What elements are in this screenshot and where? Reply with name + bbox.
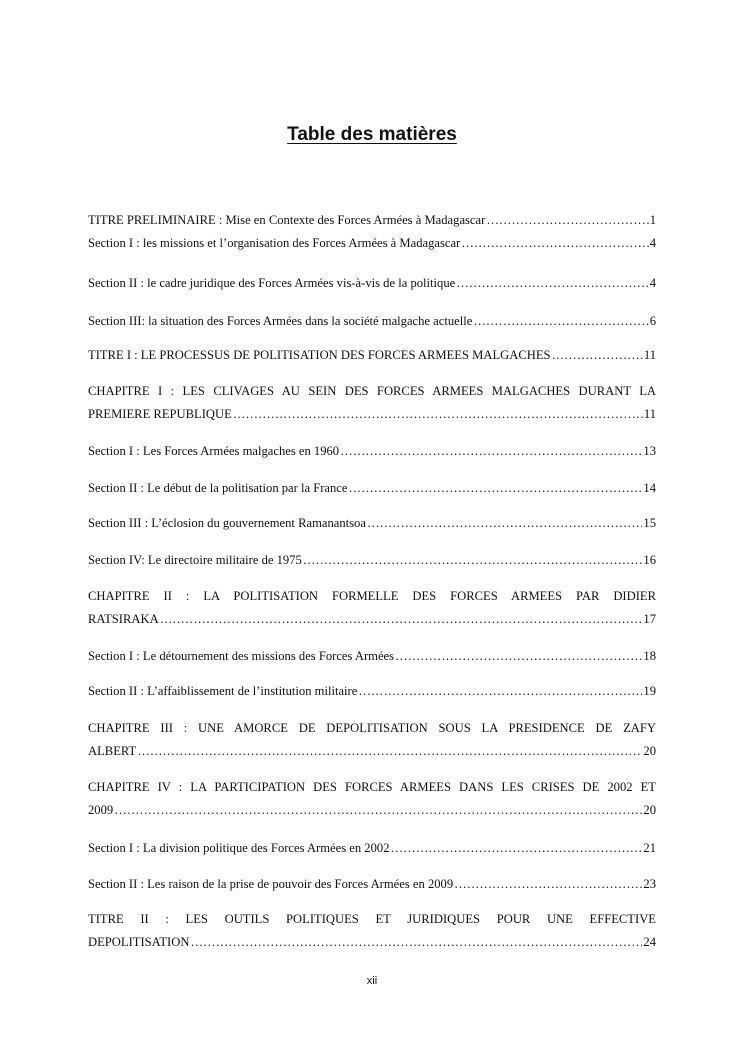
toc-entry-page: 4 — [649, 276, 656, 290]
dot-leader — [461, 232, 648, 255]
toc-entry-title: Section III: la situation des Forces Armées dans la société malgache actuelle — [88, 314, 473, 328]
toc-entry-page: 18 — [643, 649, 656, 663]
toc-entry[interactable] — [88, 717, 656, 763]
toc-entry-title: Section III : L’éclosion du gouvernement Ramanantsoa — [88, 516, 366, 530]
toc-entry-title: Section I : La division politique des Forces Armées en 2002 — [88, 841, 390, 855]
toc-entry-title-line1: CHAPITRE IV : LA PARTICIPATION DES FORCES ARMEES DANS LES CRISES DE 2002 ET — [88, 780, 656, 794]
toc-entry-page: 11 — [643, 348, 656, 362]
toc-entry-page: 4 — [649, 236, 656, 250]
toc-entry[interactable] — [88, 477, 656, 500]
toc-entry-page: 13 — [643, 444, 656, 458]
dot-leader — [473, 310, 648, 333]
toc-entry[interactable] — [88, 344, 656, 367]
toc-entry[interactable] — [88, 310, 656, 333]
toc-entry[interactable] — [88, 645, 656, 668]
dot-leader — [454, 873, 642, 896]
toc-entry-title: DEPOLITISATION — [88, 935, 190, 949]
toc-entry-page: 11 — [643, 407, 656, 421]
toc-entry-page: 20 — [643, 744, 656, 758]
toc-entry-page: 24 — [643, 935, 656, 949]
toc-entry-title-line1: CHAPITRE I : LES CLIVAGES AU SEIN DES FORCES ARMEES MALGACHES DURANT LA — [88, 384, 656, 398]
dot-leader — [358, 680, 642, 703]
dot-leader — [552, 344, 643, 367]
toc-entry-title: RATSIRAKA — [88, 612, 159, 626]
toc-entry-title: 2009 — [88, 803, 114, 817]
toc-entry[interactable] — [88, 776, 656, 822]
toc-entry-title: Section I : Les Forces Armées malgaches en 1960 — [88, 444, 340, 458]
toc-entry-title: Section IV: Le directoire militaire de 1975 — [88, 553, 302, 567]
toc-entry-title: Section I : les missions et l’organisation des Forces Armées à Madagascar — [88, 236, 461, 250]
toc-entry-page: 6 — [649, 314, 656, 328]
dot-leader — [190, 931, 642, 954]
toc-entry[interactable] — [88, 440, 656, 463]
toc-entry-title: Section II : Le début de la politisation par la France — [88, 481, 348, 495]
toc-entry[interactable] — [88, 380, 656, 426]
dot-leader — [367, 512, 642, 535]
toc-entry[interactable] — [88, 908, 656, 954]
toc-entry[interactable] — [88, 209, 656, 232]
toc-entry-page: 23 — [643, 877, 656, 891]
toc-entry-title-line1: TITRE II : LES OUTILS POLITIQUES ET JURIDIQUES POUR UNE EFFECTIVE — [88, 912, 656, 926]
dot-leader — [349, 477, 643, 500]
toc-entry-page: 1 — [649, 213, 656, 227]
dot-leader — [233, 403, 643, 426]
toc-entry-title: Section I : Le détournement des missions des Forces Armées — [88, 649, 395, 663]
toc-entry-title: PREMIERE REPUBLIQUE — [88, 407, 232, 421]
toc-entry[interactable] — [88, 512, 656, 535]
dot-leader — [114, 799, 642, 822]
dot-leader — [391, 837, 643, 860]
toc-entry-title: Section II : le cadre juridique des Forces Armées vis-à-vis de la politique — [88, 276, 456, 290]
toc-entry[interactable] — [88, 837, 656, 860]
toc-entry-title: Section II : Les raison de la prise de pouvoir des Forces Armées en 2009 — [88, 877, 454, 891]
toc-entry-page: 20 — [643, 803, 656, 817]
dot-leader — [486, 209, 648, 232]
dot-leader — [137, 740, 642, 763]
dot-leader — [340, 440, 642, 463]
dot-leader — [456, 272, 648, 295]
dot-leader — [395, 645, 642, 668]
toc-entry-page: 21 — [643, 841, 656, 855]
toc-entry-title-line1: CHAPITRE II : LA POLITISATION FORMELLE DES FORCES ARMEES PAR DIDIER — [88, 589, 656, 603]
toc-entry-page: 17 — [643, 612, 656, 626]
toc-entry[interactable] — [88, 232, 656, 255]
page-number: xii — [366, 975, 378, 987]
page-title: Table des matières — [287, 124, 457, 145]
toc-entry-title: ALBERT — [88, 744, 137, 758]
toc-entry-page: 19 — [643, 684, 656, 698]
dot-leader — [160, 608, 643, 631]
toc-entry-page: 14 — [643, 481, 656, 495]
dot-leader — [303, 549, 643, 572]
toc-entry[interactable] — [88, 873, 656, 896]
toc-entry-title-line1: CHAPITRE III : UNE AMORCE DE DEPOLITISATION SOUS LA PRESIDENCE DE ZAFY — [88, 721, 656, 735]
toc-entry[interactable] — [88, 549, 656, 572]
toc-entry-page: 15 — [643, 516, 656, 530]
toc-entry[interactable] — [88, 272, 656, 295]
toc-entry-title: TITRE PRELIMINAIRE : Mise en Contexte des Forces Armées à Madagascar — [88, 213, 486, 227]
toc-entry[interactable] — [88, 585, 656, 631]
toc-entry-title: TITRE I : LE PROCESSUS DE POLITISATION DES FORCES ARMEES MALGACHES — [88, 348, 551, 362]
toc-entry-page: 16 — [643, 553, 656, 567]
toc-entry-title: Section II : L’affaiblissement de l’institution militaire — [88, 684, 358, 698]
toc-entry[interactable] — [88, 680, 656, 703]
